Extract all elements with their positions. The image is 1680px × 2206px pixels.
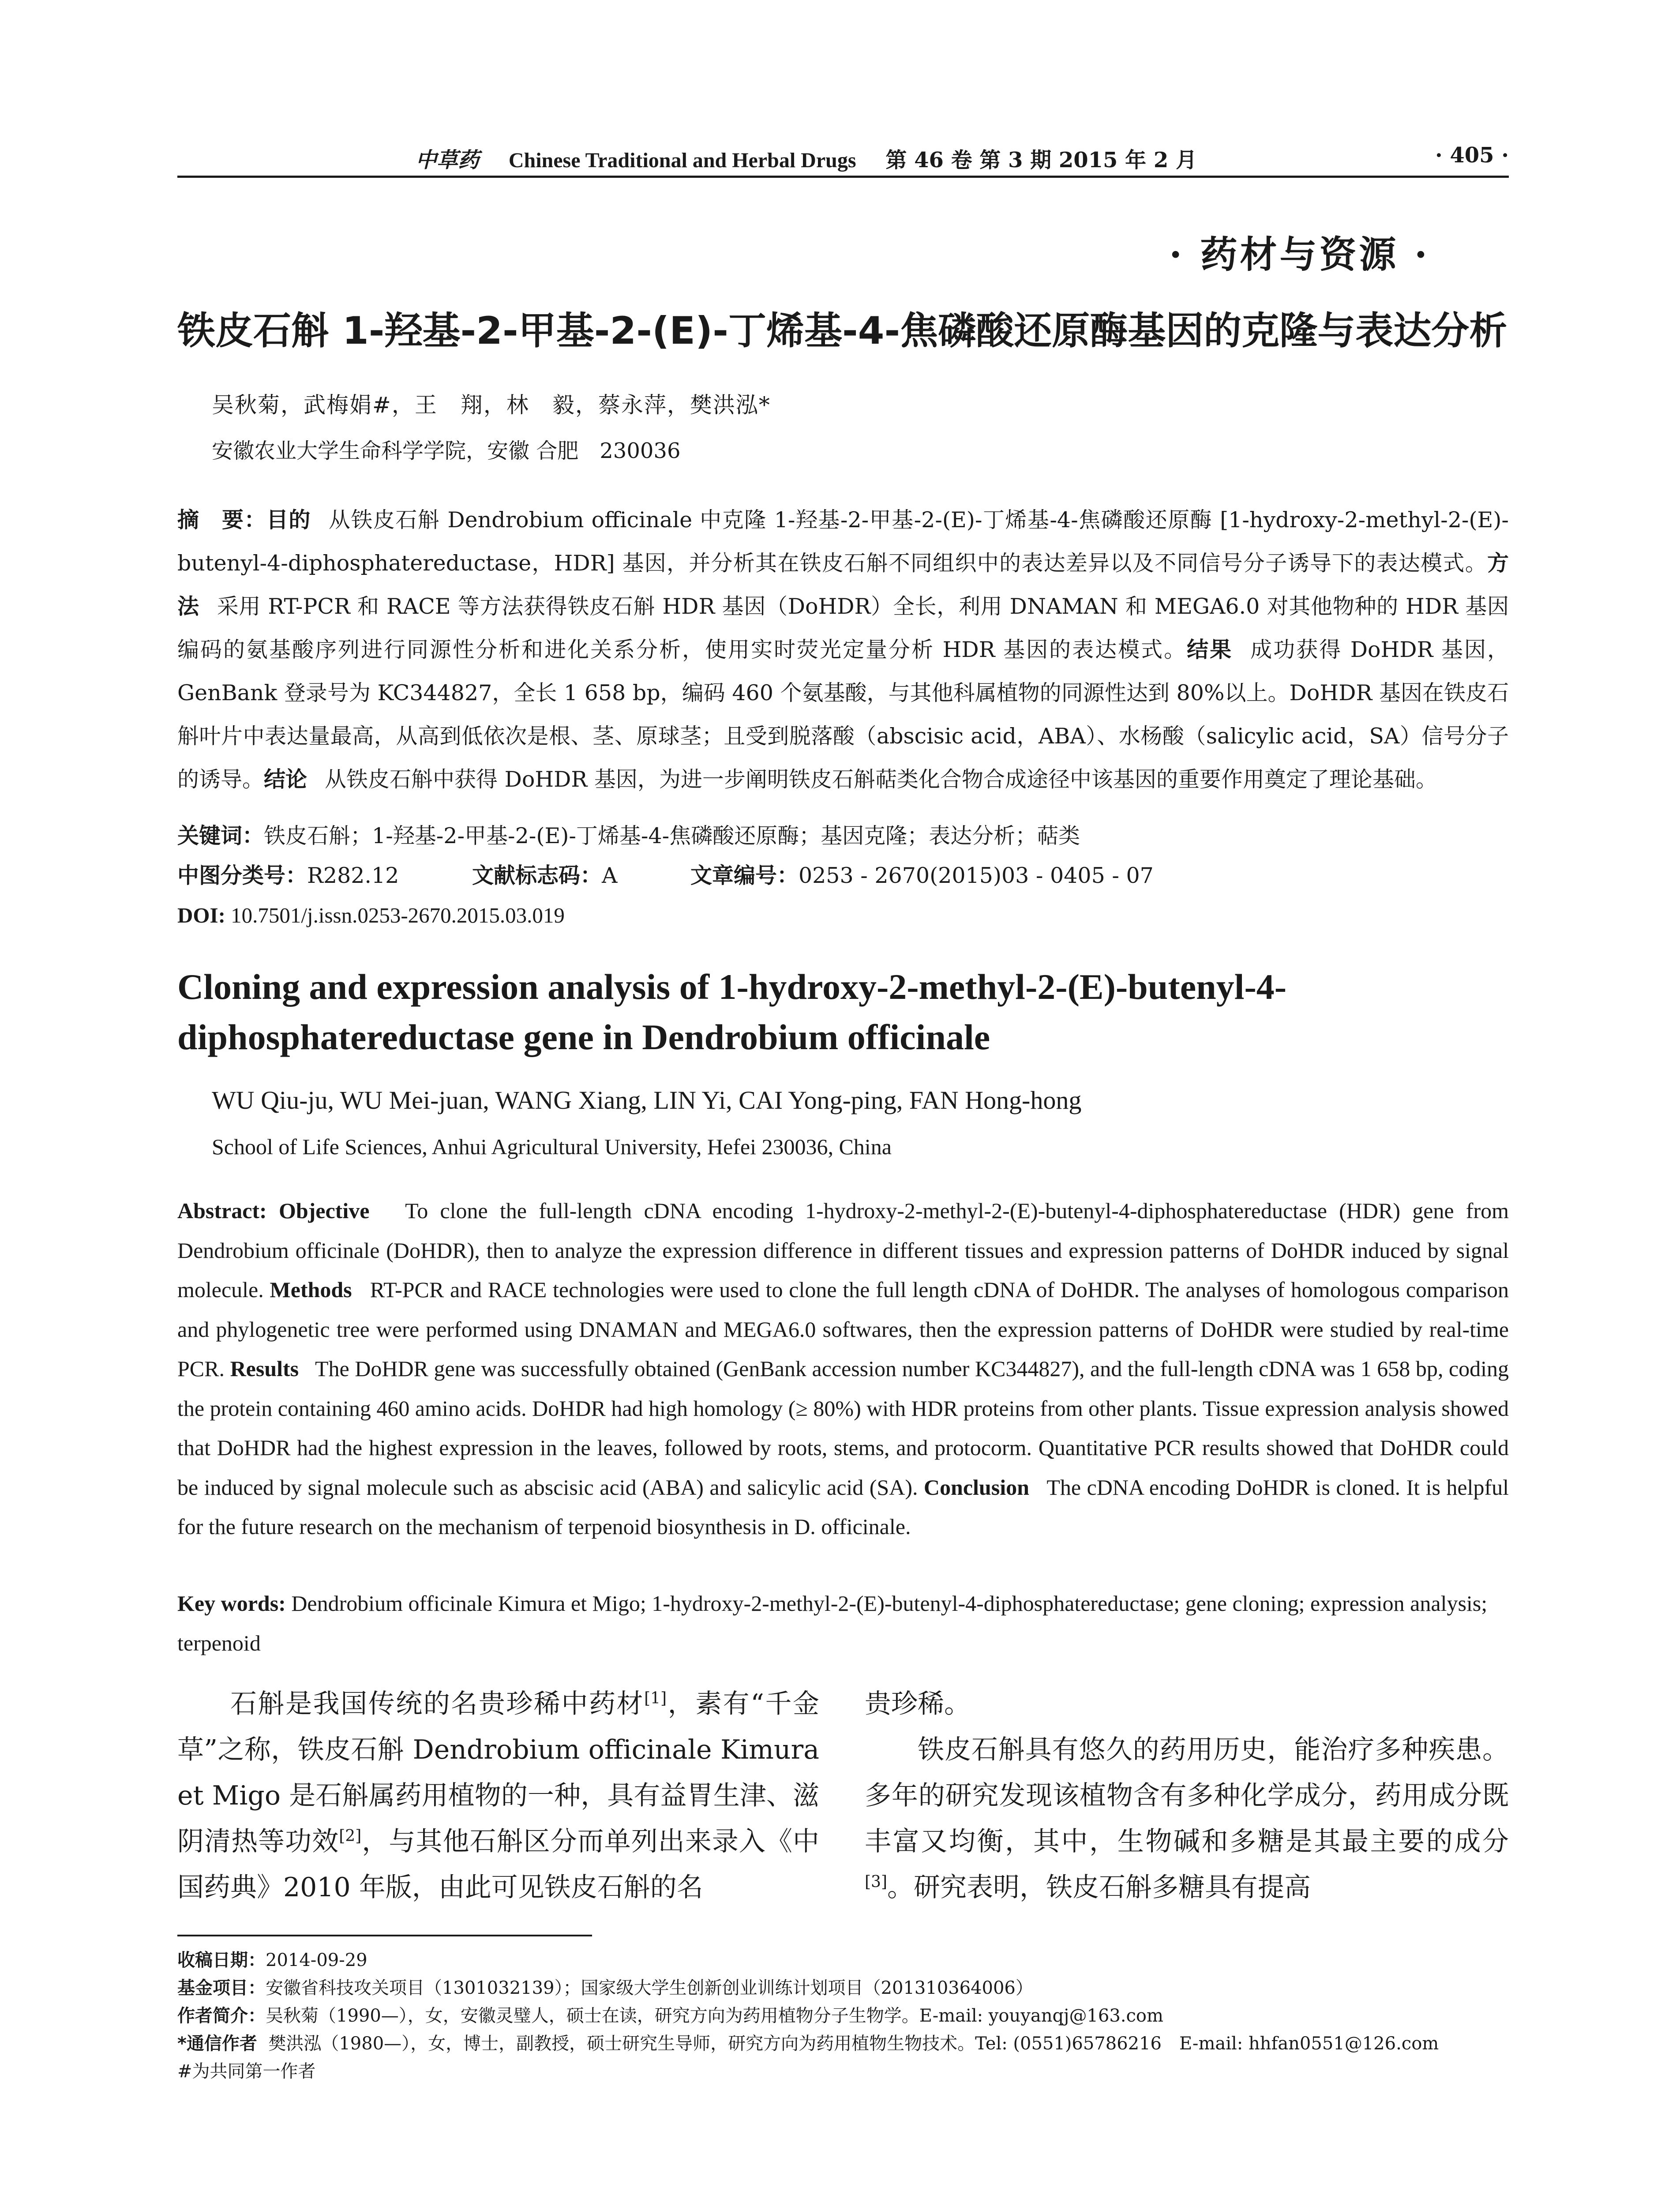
en-methods-text: RT-PCR and RACE technologies were used to clone the full length cDNA of DoHDR. The analyses of homologous comparison and phylogenetic tree were performed using DNAMAN and MEGA6.0 softwares, then the expression patterns of DoHDR were studied by real-time PCR.	[177, 1277, 1509, 1381]
footnote-divider	[177, 1935, 592, 1936]
footnote-fund	[177, 1974, 1545, 2002]
cn-results-text: 成功获得 DoHDR 基因，GenBank 登录号为 KC344827，全长 1 658 bp，编码 460 个氨基酸，与其他科属植物的同源性达到 80%以上。DoHDR 基因在铁皮石斛叶片中表达量最高，从高到低依次是根、茎、原球茎；且受到脱落酸（abscisic acid，ABA）、水杨酸（salicylic acid，SA）信号分子的诱导。	[177, 637, 1509, 792]
en-keywords-text: Dendrobium officinale Kimura et Migo; 1-hydroxy-2-methyl-2-(E)-butenyl-4-diphosphatereductase; gene cloning; expression analysis; terpenoid	[177, 1591, 1488, 1655]
footnote-text: 安徽省科技攻关项目（1301032139）；国家级大学生创新创业训练计划项目（201310364006）	[266, 1978, 1033, 1998]
en-methods-label: Methods	[270, 1277, 352, 1302]
en-objective-label: Objective	[278, 1198, 370, 1223]
cn-keywords-row	[177, 816, 1509, 856]
cn-methods-label: 方法	[177, 551, 1509, 619]
doc-code-label: 文献标志码：	[472, 863, 602, 888]
en-keywords-label: Key words:	[177, 1591, 286, 1616]
en-affiliation: School of Life Sciences, Anhui Agricultural University, Hefei 230036, China	[212, 1134, 892, 1159]
citation-ref[interactable]: [3]	[865, 1873, 887, 1891]
footnote-corresponding	[177, 2030, 1545, 2058]
cn-classification-row	[177, 856, 1509, 896]
doc-code-value: A	[601, 863, 618, 888]
body-text: ，素有“千金草”之称，铁皮石斛 Dendrobium officinale Kimura et Migo 是石斛属药用植物的一种，具有益胃生津、滋阴清热等功效	[177, 1688, 819, 1857]
journal-info	[416, 143, 1197, 173]
cn-meta	[177, 816, 1509, 935]
body-column-left	[177, 1681, 819, 1910]
clc-value: R282.12	[307, 863, 399, 888]
cn-title: 铁皮石斛 1-羟基-2-甲基-2-(E)-丁烯基-4-焦磷酸还原酶基因的克隆与表达分析	[177, 309, 1508, 353]
journal-issue: 第 46 卷 第 3 期 2015 年 2 月	[885, 148, 1197, 173]
cn-affiliation: 安徽农业大学生命科学学院，安徽 合肥 230036	[212, 439, 681, 463]
doi-value: 10.7501/j.issn.0253-2670.2015.03.019	[231, 903, 565, 927]
cn-objective-text: 从铁皮石斛 Dendrobium officinale 中克隆 1-羟基-2-甲基-2-(E)-丁烯基-4-焦磷酸还原酶 [1-hydroxy-2-methyl-2-(E)-butenyl-4-diphosphatereductase，HDR] 基因，并分析其在铁皮石斛不同组织中的表达差异以及不同信号分子诱导下的表达模式。	[177, 507, 1509, 576]
footnote-author	[177, 2002, 1545, 2030]
en-abstract	[177, 1191, 1509, 1547]
body-text: 铁皮石斛具有悠久的药用历史，能治疗多种疾患。多年的研究发现该植物含有多种化学成分，药用成分既丰富又均衡，其中，生物碱和多糖是其最主要的成分	[865, 1734, 1509, 1857]
section-label: · 药材与资源 ·	[1169, 233, 1430, 276]
body-text: ，与其他石斛区分而单列出来录入《中国药典》2010 年版，由此可见铁皮石斛的名	[177, 1826, 820, 1903]
body-column-right	[865, 1681, 1509, 1910]
en-results-text: The DoHDR gene was successfully obtained (GenBank accession number KC344827), and the full-length cDNA was 1 658 bp, coding the protein containing 460 amino acids. DoHDR had high homology (≥ 80%) with HDR proteins from other plants. Tissue expression analysis showed that DoHDR had the highest expression in the leaves, followed by roots, stems, and protocorm. Quantitative PCR results showed that DoHDR could be induced by signal molecule such as abscisic acid (ABA) and salicylic acid (SA).	[177, 1356, 1509, 1500]
page-header	[177, 140, 1509, 178]
footnote-text: 吴秋菊（1990—），女，安徽灵璧人，硕士在读，研究方向为药用植物分子生物学。E-mail: youyanqj@163.com	[266, 2006, 1163, 2026]
en-keywords	[177, 1584, 1509, 1663]
body-text: 。研究表明，铁皮石斛多糖具有提高	[887, 1872, 1311, 1903]
citation-ref[interactable]: [1]	[644, 1689, 667, 1707]
cn-methods-text: 采用 RT-PCR 和 RACE 等方法获得铁皮石斛 HDR 基因（DoHDR）全长，利用 DNAMAN 和 MEGA6.0 对其他物种的 HDR 基因编码的氨基酸序列进行同源性分析和进化关系分析，使用实时荧光定量分析 HDR 基因的表达模式。	[177, 594, 1509, 662]
footnote-text: 2014-09-29	[266, 1950, 368, 1970]
cn-objective-label: 目的	[266, 507, 311, 533]
clc-label: 中图分类号：	[177, 863, 308, 888]
citation-ref[interactable]: [2]	[339, 1827, 362, 1845]
cn-authors: 吴秋菊，武梅娟#，王 翔，林 毅，蔡永萍，樊洪泓*	[212, 392, 771, 418]
en-title: Cloning and expression analysis of 1-hydroxy-2-methyl-2-(E)-butenyl-4-diphosphatereductase gene in Dendrobium officinale	[177, 967, 1287, 1057]
body-paragraph	[865, 1727, 1509, 1910]
en-authors: WU Qiu-ju, WU Mei-juan, WANG Xiang, LIN Yi, CAI Yong-ping, FAN Hong-hong	[212, 1086, 1082, 1114]
en-objective-text: To clone the full-length cDNA encoding 1-hydroxy-2-methyl-2-(E)-butenyl-4-diphosphatereductase (HDR) gene from Dendrobium officinale (DoHDR), then to analyze the expression difference in different tissues and expression patterns of DoHDR induced by signal molecule.	[177, 1198, 1509, 1302]
footnote-cofirst: #为共同第一作者	[177, 2061, 316, 2082]
body-text: 石斛是我国传统的名贵珍稀中药材	[230, 1688, 645, 1719]
doi-row	[177, 896, 1509, 935]
footnotes	[177, 1947, 1545, 2086]
cn-abstract	[177, 499, 1509, 801]
journal-name-en: Chinese Traditional and Herbal Drugs	[508, 149, 856, 172]
doi-label: DOI:	[177, 903, 225, 927]
body-paragraph	[177, 1681, 819, 1910]
cn-abstract-label: 摘 要：	[177, 507, 266, 533]
cn-conclusion-text: 从铁皮石斛中获得 DoHDR 基因，为进一步阐明铁皮石斛萜类化合物合成途径中该基因的重要作用奠定了理论基础。	[325, 767, 1437, 792]
en-conclusion-label: Conclusion	[923, 1474, 1029, 1500]
footnote-label: 基金项目：	[177, 1978, 266, 1998]
article-no-label: 文章编号：	[690, 863, 799, 888]
body-paragraph: 贵珍稀。	[865, 1688, 971, 1719]
en-conclusion-text: The cDNA encoding DoHDR is cloned. It is helpful for the future research on the mechanism of terpenoid biosynthesis in D. officinale.	[177, 1474, 1509, 1539]
cn-keywords: 铁皮石斛；1-羟基-2-甲基-2-(E)-丁烯基-4-焦磷酸还原酶；基因克隆；表达分析；萜类	[264, 823, 1080, 848]
cn-keywords-label: 关键词：	[177, 823, 264, 848]
en-results-label: Results	[230, 1356, 299, 1381]
footnote-label: 收稿日期：	[177, 1950, 266, 1970]
page-number: · 405 ·	[1435, 143, 1509, 168]
article-no-value: 0253 - 2670(2015)03 - 0405 - 07	[798, 863, 1154, 888]
footnote-received	[177, 1947, 1545, 1974]
footnote-label: 作者简介：	[177, 2006, 266, 2026]
cn-results-label: 结果	[1187, 637, 1233, 662]
footnote-text: 樊洪泓（1980—），女，博士，副教授，硕士研究生导师，研究方向为药用植物生物技术。Tel: (0551)65786216 E-mail: hhfan0551@126.com	[268, 2033, 1439, 2054]
journal-name-cn: 中草药	[416, 148, 480, 173]
footnote-label: *通信作者	[177, 2033, 257, 2054]
cn-conclusion-label: 结论	[264, 767, 308, 792]
en-abstract-label: Abstract:	[177, 1198, 267, 1223]
